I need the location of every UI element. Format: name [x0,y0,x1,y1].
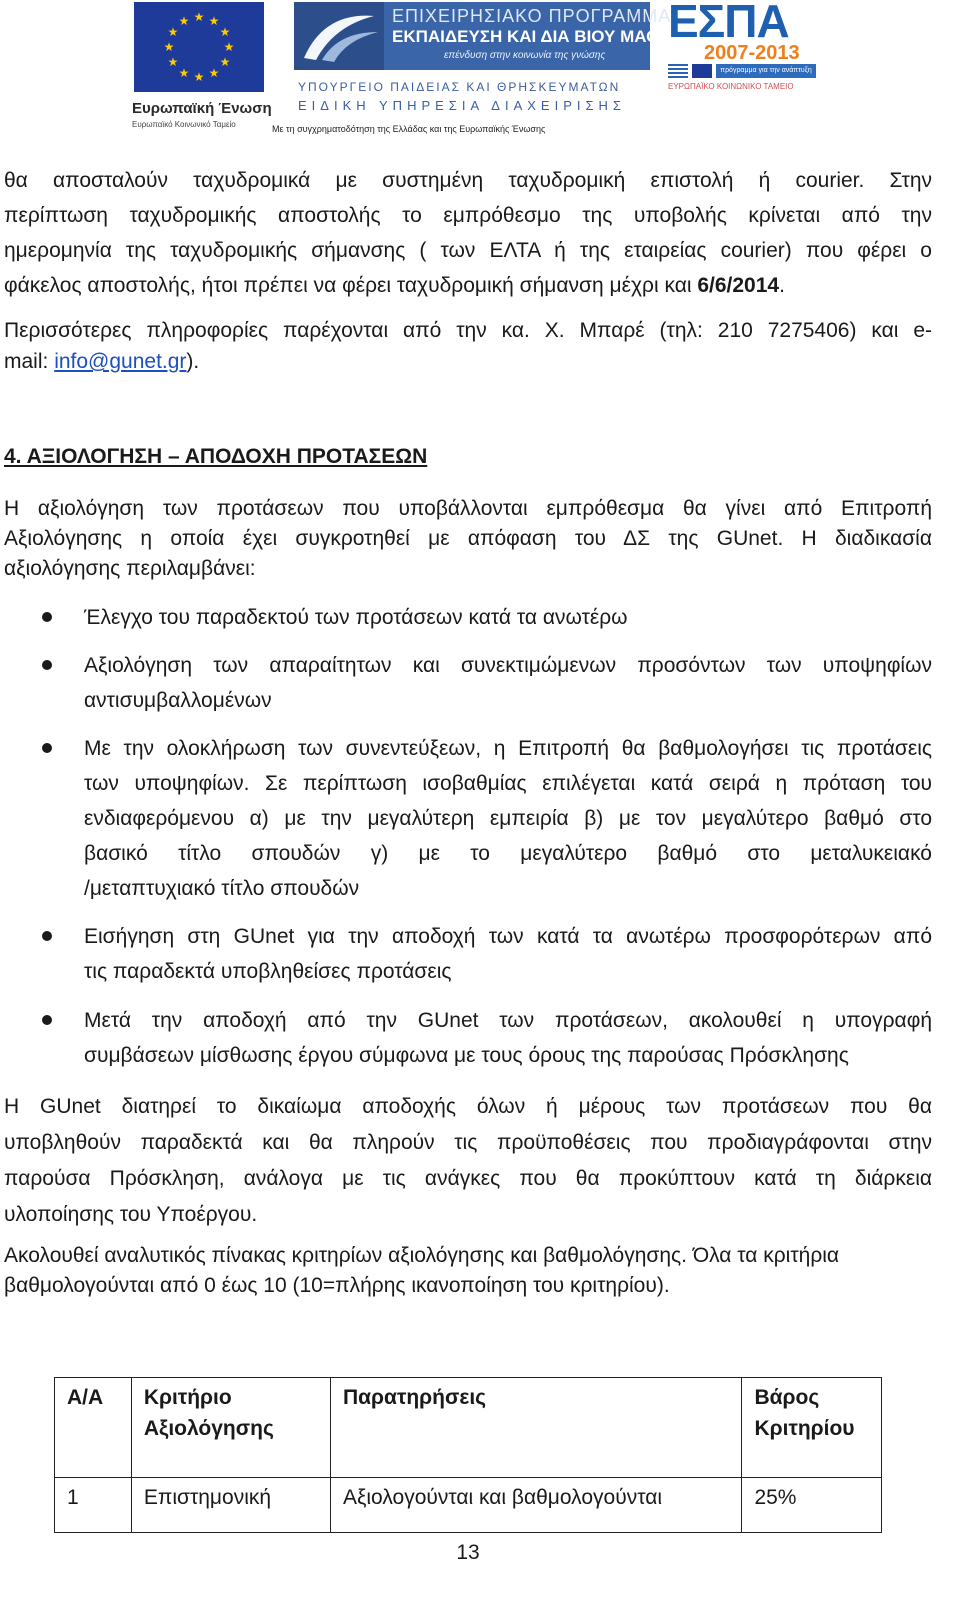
page-header [0,0,960,145]
paragraph-line: βαθμολογούνται από 0 έως 10 (10=πλήρης ικανοποίηση του κριτηρίου). [4,1274,670,1297]
eu-logo-subtitle: Ευρωπαϊκό Κοινωνικό Ταμείο [132,120,236,129]
list-item-text [84,919,932,989]
list-item-line: Αξιολόγηση των απαραίτητων και συνεκτιμώμενων προσόντων των υποψηφίων [84,654,932,677]
svg-text:★: ★ [223,40,235,54]
espa-logo [666,2,826,102]
list-item-line: /μεταπτυχιακό τίτλο σπουδών [84,877,360,900]
paragraph-line [4,268,932,303]
list-item-line: των υποψηφίων. Σε περίπτωση ισοβαθμίας επιλέγεται κατά σειρά η πρόταση του [84,772,932,795]
list-item-line: Εισήγηση στη GUnet για την αποδοχή των κατά τα ανωτέρω προσφορότερων από [84,925,932,948]
svg-text:★: ★ [219,55,231,69]
paragraph-line: θα αποσταλούν ταχυδρομικά με συστημένη ταχυδρομική επιστολή ή courier. Στην [4,169,932,192]
paragraph-line-end: ). [186,350,200,373]
svg-text:★: ★ [163,40,175,54]
paragraph-line-text: φάκελος αποστολής, ήτοι πρέπει να φέρει ταχυδρομική σήμανση μέχρι και [4,274,698,297]
paragraph-contact [4,315,932,377]
paragraph-acceptance-rights [4,1089,932,1233]
column-header-criterion-line: Αξιολόγησης [143,1417,274,1440]
program-logo [272,2,695,142]
svg-text:★: ★ [167,55,179,69]
list-item-line: τις παραδεκτά υποβληθείσες προτάσεις [84,960,452,983]
espa-fund-name: ΕΥΡΩΠΑΪΚΟ ΚΟΙΝΩΝΙΚΟ ΤΑΜΕΙΟ [668,82,794,91]
svg-text:★: ★ [219,25,231,39]
bullet-icon [42,931,52,941]
table-cell-criterion: Επιστημονική [131,1478,330,1533]
column-header-weight [742,1378,882,1478]
list-item-text [84,648,932,718]
paragraph-line: Περισσότερες πληροφορίες παρέχονται από την κα. Χ. Μπαρέ (τηλ: 210 7275406) και e- [4,319,932,342]
paragraph-submission [4,163,932,303]
column-header-weight-line: Κριτηρίου [754,1417,855,1440]
list-item-line: Έλεγχο του παραδεκτού των προτάσεων κατά τα ανωτέρω [84,606,628,629]
paragraph-line: Ακολουθεί αναλυτικός πίνακας κριτηρίων αξιολόγησης και βαθμολόγησης. Όλα τα κριτήρια [4,1244,840,1267]
espa-flags [668,64,818,78]
list-item-line: Με την ολοκλήρωση των συνεντεύξεων, η Επιτροπή θα βαθμολογήσει τις προτάσεις [84,737,932,760]
paragraph-criteria-intro [4,1241,932,1301]
paragraph-evaluation-intro [4,494,932,584]
paragraph-line: Η GUnet διατηρεί το δικαίωμα αποδοχής όλων ή μέρους των προτάσεων που θα [4,1095,932,1118]
paragraph-line: Η αξιολόγηση των προτάσεων που υποβάλλονται εμπρόθεσμα θα γίνει από Επιτροπή [4,497,932,520]
espa-years: 2007-2013 [704,42,800,64]
bullet-icon [42,612,52,622]
eu-flag-small-icon [692,64,712,78]
list-item-line: Μετά την αποδοχή από την GUnet των προτάσεων, ακολουθεί η υπογραφή [84,1009,932,1032]
table-cell-aa: 1 [55,1478,132,1533]
eu-stars-icon [134,2,264,92]
list-item-text [84,1003,932,1073]
paragraph-line: περίπτωση ταχυδρομικής αποστολής το εμπρόθεσμο της υποβολής κρίνεται από την [4,204,932,227]
column-header-notes: Παρατηρήσεις [330,1378,741,1478]
espa-bar: πρόγραμμα για την ανάπτυξη [716,64,816,78]
paragraph-line: παρούσα Πρόσκληση, ανάλογα με τις ανάγκες που θα προκύπτουν κατά τη διάρκεια [4,1167,932,1190]
list-item-line: ενδιαφερόμενου α) με την μεγαλύτερη εμπειρία β) με τον μεγαλύτερο βαθμό στο [84,807,932,830]
list-item-line: αντισυμβαλλομένων [84,689,272,712]
svg-text:★: ★ [208,14,220,28]
list-item-line: συμβάσεων μίσθωσης έργου σύμφωνα με τους όρους της παρούσας Πρόσκλησης [84,1044,849,1067]
espa-title: ΕΣΠΑ [668,0,789,47]
program-logo-band [294,2,695,70]
svg-text:★: ★ [167,25,179,39]
paragraph-line: αξιολόγησης περιλαμβάνει: [4,557,256,580]
program-title-line1: ΕΠΙΧΕΙΡΗΣΙΑΚΟ ΠΡΟΓΡΑΜΜΑ [392,6,672,26]
email-label: mail: [4,350,55,373]
paragraph-line-end: . [779,274,785,297]
paragraph-line: Αξιολόγησης η οποία έχει συγκροτηθεί με απόφαση του ΔΣ της GUnet. Η διαδικασία [4,527,932,550]
email-link[interactable]: info@gunet.gr [54,350,187,373]
svg-text:★: ★ [208,66,220,80]
bullet-icon [42,660,52,670]
eu-logo [130,2,270,132]
ministry-name: ΥΠΟΥΡΓΕΙΟ ΠΑΙΔΕΙΑΣ ΚΑΙ ΘΡΗΣΚΕΥΜΑΤΩΝ [298,80,621,94]
greek-flag-icon [668,64,688,78]
bullet-icon [42,1015,52,1025]
page-number: 13 [456,1541,480,1564]
eu-logo-name: Ευρωπαϊκή Ένωση [132,100,272,117]
paragraph-line: υλοποίησης του Υποέργου. [4,1203,258,1226]
table-cell-notes: Αξιολογούνται και βαθμολογούνται [330,1478,741,1533]
column-header-aa: Α/Α [55,1378,132,1478]
program-title-line2: ΕΚΠΑΙΔΕΥΣΗ ΚΑΙ ΔΙΑ ΒΙΟΥ ΜΑΘΗΣΗ [392,27,695,46]
column-header-weight-line: Βάρος [754,1386,820,1409]
program-tagline: επένδυση στην κοινωνία της γνώσης [444,50,606,61]
deadline-date: 6/6/2014 [697,274,780,297]
paragraph-line: υποβληθούν παραδεκτά και θα πληρούν τις προϋποθέσεις που προδιαγράφονται στην [4,1131,932,1154]
column-header-criterion-line: Κριτήριο [143,1386,232,1409]
svg-text:★: ★ [193,70,205,84]
list-item-line: βασικό τίτλο σπουδών γ) με το μεγαλύτερο βαθμό στο μεταλυκειακό [84,842,932,865]
svg-text:★: ★ [178,14,190,28]
table-header-row [55,1378,882,1478]
svg-text:★: ★ [193,10,205,24]
svg-text:★: ★ [178,66,190,80]
table-cell-weight: 25% [742,1478,882,1533]
table-row [55,1478,882,1533]
program-mark-icon [294,2,384,70]
cofunding-note: Με τη συγχρηματοδότηση της Ελλάδας και της Ευρωπαϊκής Ένωσης [272,124,546,134]
eu-flag-icon [134,2,264,92]
paragraph-line [4,346,932,377]
criteria-table [54,1377,882,1533]
column-header-criterion [131,1378,330,1478]
bullet-icon [42,743,52,753]
section-heading: 4. ΑΞΙΟΛΟΓΗΣΗ – ΑΠΟΔΟΧΗ ΠΡΟΤΑΣΕΩΝ [4,445,428,468]
managing-service-name: ΕΙΔΙΚΗ ΥΠΗΡΕΣΙΑ ΔΙΑΧΕΙΡΙΣΗΣ [298,98,626,113]
list-item-text [84,600,932,635]
paragraph-line: ημερομηνία της ταχυδρομικής σήμανσης ( των ΕΛΤΑ ή της εταιρείας courier) που φέρει ο [4,239,932,262]
list-item-text [84,731,932,906]
